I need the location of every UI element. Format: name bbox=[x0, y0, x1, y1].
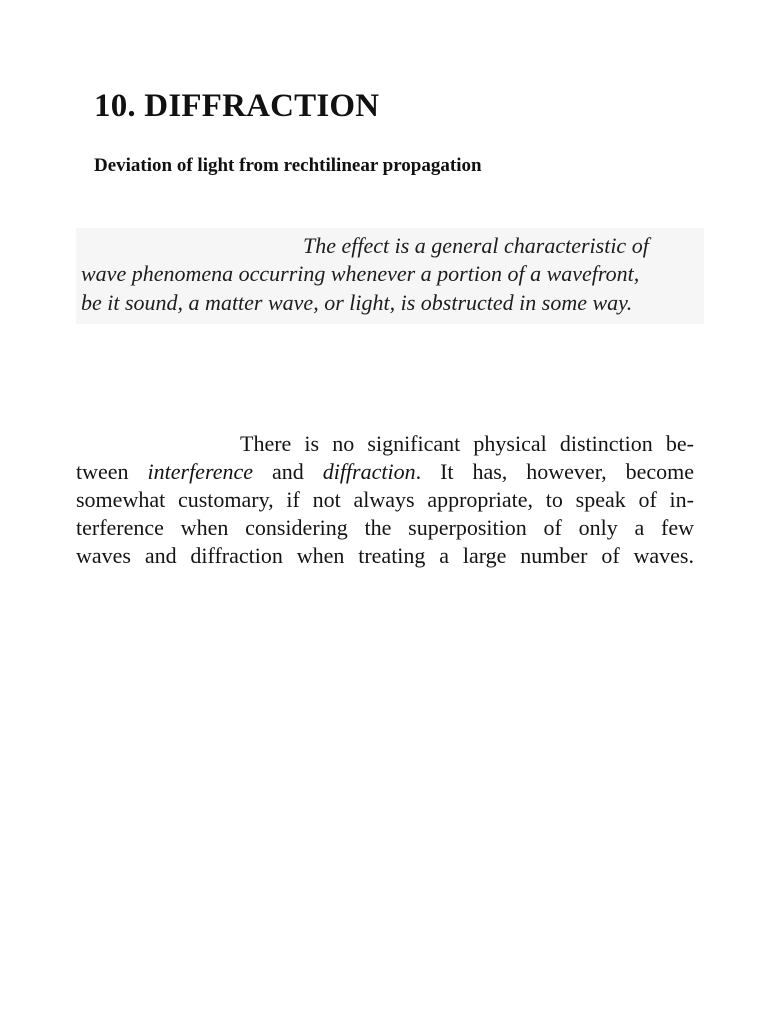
quote-line-1: The effect is a general characteristic of bbox=[303, 233, 649, 258]
term-interference: interference bbox=[147, 459, 253, 484]
paragraph-line-2 bbox=[76, 459, 694, 485]
paragraph-line-1: There is no significant physical distinction be- bbox=[240, 431, 694, 456]
page-subtitle: Deviation of light from rechtilinear propagation bbox=[94, 155, 482, 176]
paragraph-text: tween bbox=[76, 459, 148, 484]
paragraph-line-5: waves and diffraction when treating a large number of waves. bbox=[76, 543, 694, 568]
quote-excerpt bbox=[76, 228, 704, 324]
paragraph-line-4: terference when considering the superposition of only a few bbox=[76, 515, 694, 540]
quote-line-3: be it sound, a matter wave, or light, is obstructed in some way. bbox=[81, 290, 633, 315]
paragraph-text: and bbox=[252, 459, 323, 484]
quote-line-2: wave phenomena occurring whenever a portion of a wavefront, bbox=[81, 261, 640, 286]
term-diffraction: diffraction bbox=[322, 459, 416, 484]
page-title: 10. DIFFRACTION bbox=[94, 88, 380, 124]
paragraph-text: . It has, however, become bbox=[415, 459, 695, 484]
paragraph-line-3: somewhat customary, if not always appropriate, to speak of in- bbox=[76, 487, 694, 512]
